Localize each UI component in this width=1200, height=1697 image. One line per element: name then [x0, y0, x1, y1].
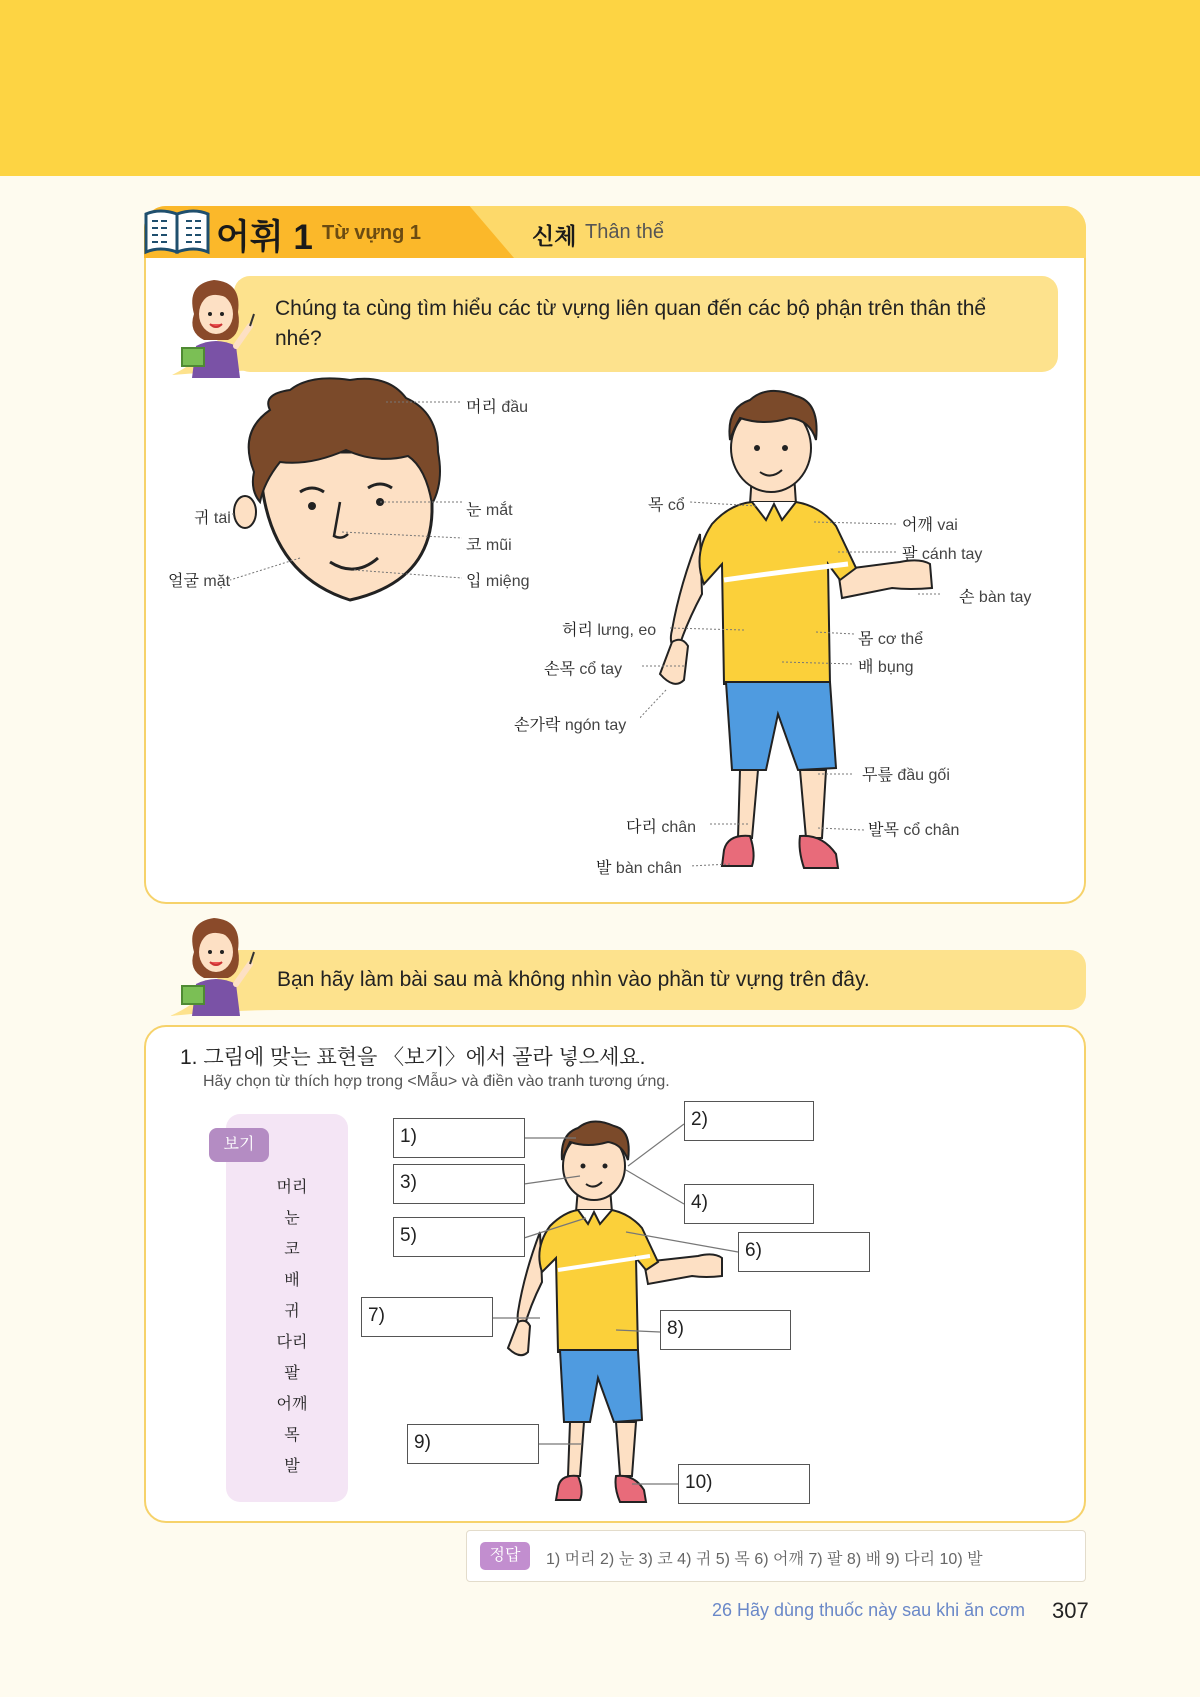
word-bank-item: 머리: [276, 1179, 308, 1196]
label-waist: 허리 lưng, eo: [562, 622, 657, 639]
section-title-vi: Từ vựng 1: [322, 222, 421, 244]
label-body: 몸 cơ thể: [858, 631, 924, 648]
label-head: 머리 đầu: [466, 399, 529, 416]
answer-key-label: 정답: [480, 1542, 530, 1570]
answer-box-6[interactable]: 6): [738, 1232, 870, 1272]
answer-box-4[interactable]: 4): [684, 1184, 814, 1224]
word-bank-item: 목: [284, 1427, 300, 1444]
word-bank-label: 보기: [209, 1128, 269, 1162]
word-bank-item: 눈: [284, 1210, 300, 1227]
answer-box-7[interactable]: 7): [361, 1297, 493, 1337]
teacher-icon: [176, 274, 260, 378]
answer-box-10[interactable]: 10): [678, 1464, 810, 1504]
label-nose: 코 mũi: [466, 537, 512, 554]
word-bank-item: 귀: [284, 1303, 300, 1320]
label-finger: 손가락 ngón tay: [514, 717, 627, 734]
word-bank-item: 배: [284, 1272, 300, 1289]
label-shoulder: 어깨 vai: [902, 517, 958, 534]
word-bank-list: [252, 1172, 332, 1482]
word-bank-item: 코: [284, 1241, 300, 1258]
intro-text: Chúng ta cùng tìm hiểu các từ vựng liên quan đến các bộ phận trên thân thể nhé?: [275, 297, 987, 350]
book-icon: [142, 206, 212, 258]
page-number: 307: [1052, 1598, 1089, 1623]
label-hand: 손 bàn tay: [959, 589, 1032, 606]
section-title-ko: 어휘 1: [216, 218, 313, 257]
label-face: 얼굴 mặt: [168, 573, 231, 590]
word-bank-item: 다리: [276, 1334, 308, 1351]
instruction-text: Bạn hãy làm bài sau mà không nhìn vào phần từ vựng trên đây.: [277, 968, 870, 991]
label-wrist: 손목 cổ tay: [544, 661, 623, 678]
label-foot: 발 bàn chân: [596, 860, 682, 877]
answer-box-2[interactable]: 2): [684, 1101, 814, 1141]
word-bank-item: 팔: [284, 1365, 300, 1382]
question-title-ko: 1. 그림에 맞는 표현을 〈보기〉에서 골라 넣으세요.: [180, 1046, 646, 1069]
label-leg: 다리 chân: [626, 819, 697, 836]
top-color-band: [0, 0, 1200, 176]
topic-title-vi: Thân thể: [585, 221, 664, 243]
word-bank-item: 어깨: [276, 1396, 308, 1413]
teacher-icon-2: [176, 912, 260, 1016]
label-knee: 무릎 đầu gối: [862, 767, 950, 784]
word-bank-item: 발: [284, 1458, 300, 1475]
answer-box-5[interactable]: 5): [393, 1217, 525, 1257]
topic-title-ko: 신체: [532, 223, 577, 249]
chapter-title: 26 Hãy dùng thuốc này sau khi ăn cơm: [712, 1600, 1025, 1620]
label-ankle: 발목 cổ chân: [868, 822, 960, 839]
label-neck: 목 cổ: [648, 497, 685, 514]
answer-box-9[interactable]: 9): [407, 1424, 539, 1464]
label-belly: 배 bụng: [858, 659, 914, 676]
answer-key-text: 1) 머리 2) 눈 3) 코 4) 귀 5) 목 6) 어깨 7) 팔 8) 배 9) 다리 10) 발: [546, 1551, 983, 1568]
question-title-vi: Hãy chọn từ thích hợp trong <Mẫu> và điền vào tranh tương ứng.: [203, 1073, 670, 1090]
answer-box-1[interactable]: 1): [393, 1118, 525, 1158]
answer-box-8[interactable]: 8): [660, 1310, 791, 1350]
answer-box-3[interactable]: 3): [393, 1164, 525, 1204]
label-arm: 팔 cánh tay: [902, 546, 983, 563]
label-ear: 귀 tai: [194, 510, 231, 527]
label-eye: 눈 mắt: [466, 502, 513, 519]
label-mouth: 입 miệng: [466, 573, 530, 590]
